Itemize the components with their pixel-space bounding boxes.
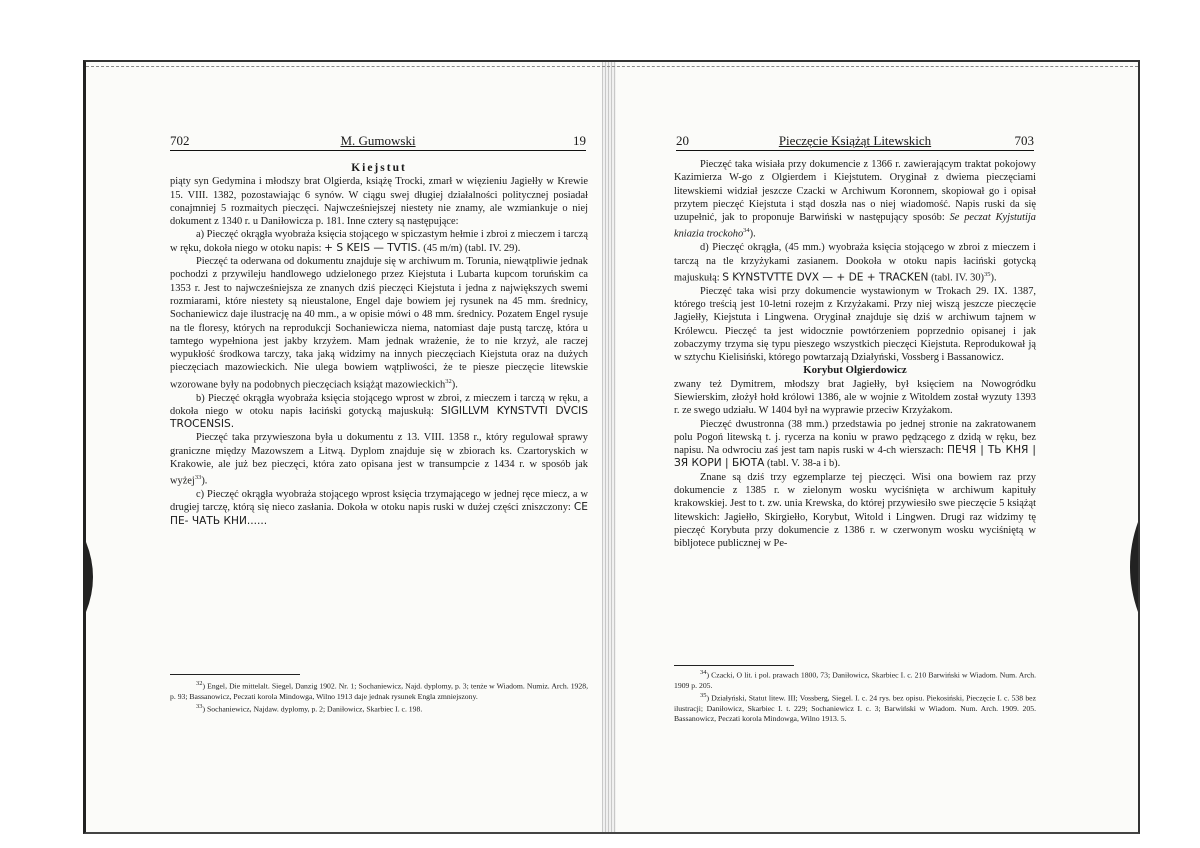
running-header-left (170, 132, 586, 151)
item-a-text: a) Pieczęć okrągła wyobraża księcia stojącego w spiczastym hełmie i zbroi z mieczem i tarczą w ręku, dokoła niego w otoku napis: (170, 229, 588, 254)
quoted-inscription: Se peczat Kyjstutija kniazia trockoho (674, 212, 1036, 240)
footnote-text: Działyński, Statut litew. III; Vossberg, Siegel. I. c. 24 rys. bez opisu. Piekosiński, Pieczęcie I. c. 538 bez ilustracji; Daniłowicz, Skarbiec I. t. 229; Sochaniewicz I. c. 3; Barwiński w Wiadom. Num. Arch. 1909. 205. Bassanowicz, Peczati korola Mindowga, Wilno 1913. 5. (674, 693, 1036, 723)
paragraph-tail: (tabl. V. 38-a i b). (767, 458, 841, 470)
item-c-text: c) Pieczęć okrągła wyobraża stojącego wprost księcia trzymającego w jednej ręce miecz, a w drugiej tarczę, którą się nieco zasłania. Dokoła w otoku napis ruski w dużej części zniszczony: (170, 489, 588, 514)
footnote-ref: 33 (194, 474, 202, 482)
inscription: S KYNSTVTTE DVX — + DE + TRACKEN (722, 271, 929, 284)
footnote-ref: 32 (445, 377, 452, 385)
running-title: Pieczęcie Książąt Litewskich (778, 133, 932, 148)
page-number: 702 (170, 133, 190, 148)
footnote-ref: 34 (743, 227, 750, 235)
footnote-number: 32 (196, 680, 203, 687)
paragraph: Pieczęć taka wisi przy dokumencie wystawionym w Trokach 29. IX. 1387, którego treścią jest 10-letni rozejm z Krzyżakami. Przy niej wiszą jeszcze pieczęcie Jagiełły, Kiejstuta i Lingwena. Oryginał znajduje się dziś w archiwum tajnem w Królewcu. Pieczęć ta jest widocznie powtórzeniem poprzednio opisanej i jak zobaczymy trzyma się typu pieszego wszystkich pieczęci Kiejstuta. Reprodukował ją w sztychu Kielisiński, którego powtarzają Działyński, Vossberg i Bassanowicz. (674, 285, 1036, 364)
page-number: 703 (1014, 133, 1034, 148)
chapter-number: 20 (676, 133, 689, 148)
right-page (602, 60, 1140, 834)
item-d-tail: (tabl. IV. 30) (931, 272, 984, 284)
chapter-number: 19 (573, 133, 586, 148)
item-b (170, 392, 588, 432)
footnote-ref: 35 (984, 270, 991, 278)
running-title: M. Gumowski (340, 133, 416, 148)
binding-mark (86, 542, 100, 612)
section-title: Korybut Olgierdowicz (803, 364, 907, 377)
inscription: SIGILLVM KYNSTVTI DVCIS TROCENSIS. (170, 404, 588, 431)
paragraph: Pieczęć ta oderwana od dokumentu znajduje się w archiwum m. Torunia, niewątpliwie jednak pochodzi z przywileju handlowego udzielonego przez Kiejstuta i Lubarta kupcom toruńskim ca 1353 r. Jest to najwcześniejsza ze znanych dziś pieczęci Kiejstuta i jedna z największych swemi rozmiarami, które niestety są nieustalone, Engel daje bowiem jej rysunek na 45 mm. średnicy, Sochaniewicz daje ilustrację na 40 mm., a w opisie mówi o 48 mm. średnicy. Pozatem Engel rysuje na tle floresy, których na reprodukcji Sochaniewicza niema, natomiast daje pustą tarczę, która u tamtego wypełniona jest jakby krzyżem. Mam jednak wrażenie, że to nie krzyż, ale raczej wypukłość środkowa tarczy, taka jaką widzimy na innych pieczęciach Kiejstuta oraz na dużych pieczęciach mazowieckich. Nie ulega bowiem wątpliwości, że te piesze pieczęcie litewskie wzorowane były na podobnych pieczęciach książąt mazowieckich$^{32}$). (170, 256, 588, 391)
footnote: $^{32}$) Engel, Die mittelalt. Siegel, Danzig 1902. Nr. 1; Sochaniewicz, Najd. dyplomy, p. 3; tenże w Wiadom. Numiz. Arch. 1928, p. 93; Bassanowicz, Peczati korola Mindowga, Wilno 1913 daje jednak rysunek Engla zmniejszony. (170, 680, 588, 701)
paragraph: zwany też Dymitrem, młodszy brat Jagiełły, był księciem na Nowogródku Siewierskim, złożył hołd królowi 1386, ale w wojnie z Witoldem został wyzuty 1393 r. ze swego udziału. W 1404 był na wyprawie przeciw Krzyżakom. (674, 378, 1036, 417)
paragraph: Pieczęć taka przywieszona była u dokumentu z 13. VIII. 1358 r., który regulował sprawy graniczne między Mazowszem a Litwą. Dyplom znajduje się w zbiorach ks. Czartoryskich w Krakowie, ale już bez pieczęci, która zato opisana jest w transumpcie z 1434 r. w sposób jak wyżej$^{33}$). (170, 432, 588, 487)
paragraph-text: Pieczęć taka wisiała przy dokumencie z 1366 r. zawierającym traktat pokojowy Kazimierza W-go z Olgierdem i Kiejstutem. Oryginał z dwiema pieczęciami litewskiemi widział jeszcze Czacki w Archiwum Koronnem, skopiował go i opisał przytem pieczęć Kiejstuta i stąd doszła nas o niej wiadomość. Napis ruski da się uzupełnić, jak to proponuje Barwiński w następujący sposób: (674, 159, 1036, 224)
scan-edge-rule (602, 66, 1138, 67)
gutter-shadow (602, 62, 616, 832)
paragraph-text: Pieczęć taka przywieszona była u dokumentu z 13. VIII. 1358 r., który regulował sprawy graniczne między Mazowszem a Litwą. Dyplom znajduje się w zbiorach ks. Czartoryskich w Krakowie, ale już bez pieczęci, która zato opisana jest w transumpcie z 1434 r. w sposób jak wyżej (170, 432, 588, 487)
item-d: d) Pieczęć okrągła, (45 mm.) wyobraża księcia stojącego w zbroi z mieczem i tarczą na tle krzyżykami zasianem. Dookoła w otoku napis łaciński gotycką majuskułą: S KYNSTVTTE DVX — + DE + TRACKEN (tabl. IV. 30)$^{35}$). (674, 242, 1036, 284)
binding-mark (1120, 522, 1138, 612)
footnote: $^{35}$) Działyński, Statut litew. III; Vossberg, Siegel. I. c. 24 rys. bez opisu. Piekosiński, Pieczęcie I. c. 538 bez ilustracji; Daniłowicz, Skarbiec I. t. 229; Sochaniewicz I. c. 3; Barwiński w Wiadom. Num. Arch. 1909. 205. Bassanowicz, Peczati korola Mindowga, Wilno 1913. 5. (674, 691, 1036, 723)
inscription: ПЕЧЯ | ТЬ КНЯ | ЗЯ КОРИ | БЮТА (674, 444, 1036, 470)
item-b-text: b) Pieczęć okrągła wyobraża księcia stojącego wprost w zbroi, z mieczem i tarczą w ręku, a dokoła niego w otoku napis łaciński gotycką majuskułą: (170, 392, 588, 417)
paragraph: Pieczęć taka wisiała przy dokumencie z 1366 r. zawierającym traktat pokojowy Kazimierza W-go z Olgierdem i Kiejstutem. Oryginał z dwiema pieczęciami litewskiemi widział jeszcze Czacki w Archiwum Koronnem, skopiował go i opisał przytem pieczęć Kiejstuta i stąd doszła nas o niej wiadomość. Napis ruski da się uzupełnić, jak to proponuje Barwiński w następujący sposób: Se peczat Kyjstutija kniazia trockoho$^{34}$). (674, 159, 1036, 240)
item-a-tail: (45 m/m) (tabl. IV. 29). (423, 242, 521, 254)
left-body-text (170, 162, 588, 528)
footnote-number: 33 (196, 702, 203, 710)
footnote-text: Czacki, O lit. i pol. prawach 1800, 73; Daniłowicz, Skarbiec I. c. 210 Barwiński w Wiadom. Num. Arch. 1909 p. 205. (674, 670, 1036, 690)
right-footnotes (674, 668, 1036, 724)
item-c (170, 488, 588, 528)
footnote: $^{34}$) Czacki, O lit. i pol. prawach 1800, 73; Daniłowicz, Skarbiec I. c. 210 Barwiński w Wiadom. Num. Arch. 1909 p. 205. (674, 669, 1036, 690)
section-title: Kiejstut (351, 162, 407, 174)
paragraph: piąty syn Gedymina i młodszy brat Olgierda, książę Trocki, zmarł w więzieniu Jagiełły w Krewie 15. VIII. 1382, pozostawiając 6 synów. W ciągu swej długiej działalności politycznej posiadał conajmniej 5 rozmaitych pieczęci. Najwcześniejszej niestety nie znamy, ale wzmiankuje o niej dokument z 1340 r. u Daniłowicza p. 181. Inne cztery są następujące: (170, 176, 588, 228)
footnote-number: 34 (700, 669, 707, 676)
paragraph-text: Pieczęć dwustronna (38 mm.) przedstawia po jednej stronie na zakratowanem polu Pogoń litewską t. j. rycerza na koniu w prawo pędzącego z dzidą w ręku, bez napisu. Na odwrociu zaś jest tam napis ruski w 4-ch wierszach: (674, 418, 1036, 457)
left-page (83, 60, 605, 834)
footnote-text: Engel, Die mittelalt. Siegel, Danzig 1902. Nr. 1; Sochaniewicz, Najd. dyplomy, p. 3; tenże w Wiadom. Numiz. Arch. 1928, p. 93; Bassanowicz, Peczati korola Mindowga, Wilno 1913 daje jednak rysunek Engla zmniejszony. (170, 681, 588, 701)
right-body-text (674, 158, 1036, 551)
left-footnotes (170, 679, 588, 715)
footnote-separator (170, 674, 300, 675)
inscription: + S KEIS — TVTIS. (324, 241, 421, 254)
item-a (170, 228, 588, 255)
footnote-separator (674, 665, 794, 666)
running-header-right (676, 132, 1034, 151)
paragraph (674, 418, 1036, 471)
inscription: СЕ ПЕ- ЧАТЬ КНИ...... (170, 501, 588, 527)
scan-edge-rule (86, 66, 605, 67)
paragraph-text: Pieczęć ta oderwana od dokumentu znajduje się w archiwum m. Torunia, niewątpliwie jednak pochodzi z przywileju handlowego udzielonego przez Kiejstuta i Lubarta kupcom toruńskim ca 1353 r. Jest to najwcześniejsza ze znanych dziś pieczęci Kiejstuta i jedna z największych swemi rozmiarami, które niestety są nieustalone, Engel daje bowiem jej rysunek na 45 mm. średnicy, Sochaniewicz daje ilustrację na 40 mm., a w opisie mówi o 48 mm. średnicy. Pozatem Engel rysuje na tle floresy, których na reprodukcji Sochaniewicza niema, natomiast daje pustą tarczę, która u tamtego wypełniona jest jakby krzyżem. Mam jednak wrażenie, że to nie krzyż, ale raczej wypukłość środkowa tarczy, taka jaką widzimy na innych pieczęciach Kiejstuta oraz na dużych pieczęciach mazowieckich. Nie ulega bowiem wątpliwości, że te piesze pieczęcie litewskie wzorowane były na podobnych pieczęciach książąt mazowieckich (170, 256, 588, 391)
footnote: $^{33}$) Sochaniewicz, Najdaw. dyplomy, p. 2; Daniłowicz, Skarbiec I. c. 198. (196, 702, 423, 714)
footnote-number: 35 (700, 691, 707, 699)
item-d-text: d) Pieczęć okrągła, (45 mm.) wyobraża księcia stojącego w zbroi z mieczem i tarczą na tle krzyżykami zasianem. Dookoła w otoku napis łaciński gotycką majuskułą: (674, 242, 1036, 284)
paragraph: Znane są dziś trzy egzemplarze tej pieczęci. Wisi ona bowiem raz przy dokumencie z 1385 r. w zielonym wosku wyciśnięta w archiwum kapituły krakowskiej. Jest to t. zw. unia Krewska, do której przywiesiło swe pieczęcie 5 książąt litewskich: Jagiełło, Skirgiełło, Korybut, Witold i Lingwen. Drugi raz widzimy tę pieczęć Korybuta przy dokumencie z 1386 r. w czerwonym wosku wyciśniętą w bibljotece publicznej w Pe- (674, 471, 1036, 550)
footnote-text: Sochaniewicz, Najdaw. dyplomy, p. 2; Daniłowicz, Skarbiec I. c. 198. (206, 704, 423, 714)
